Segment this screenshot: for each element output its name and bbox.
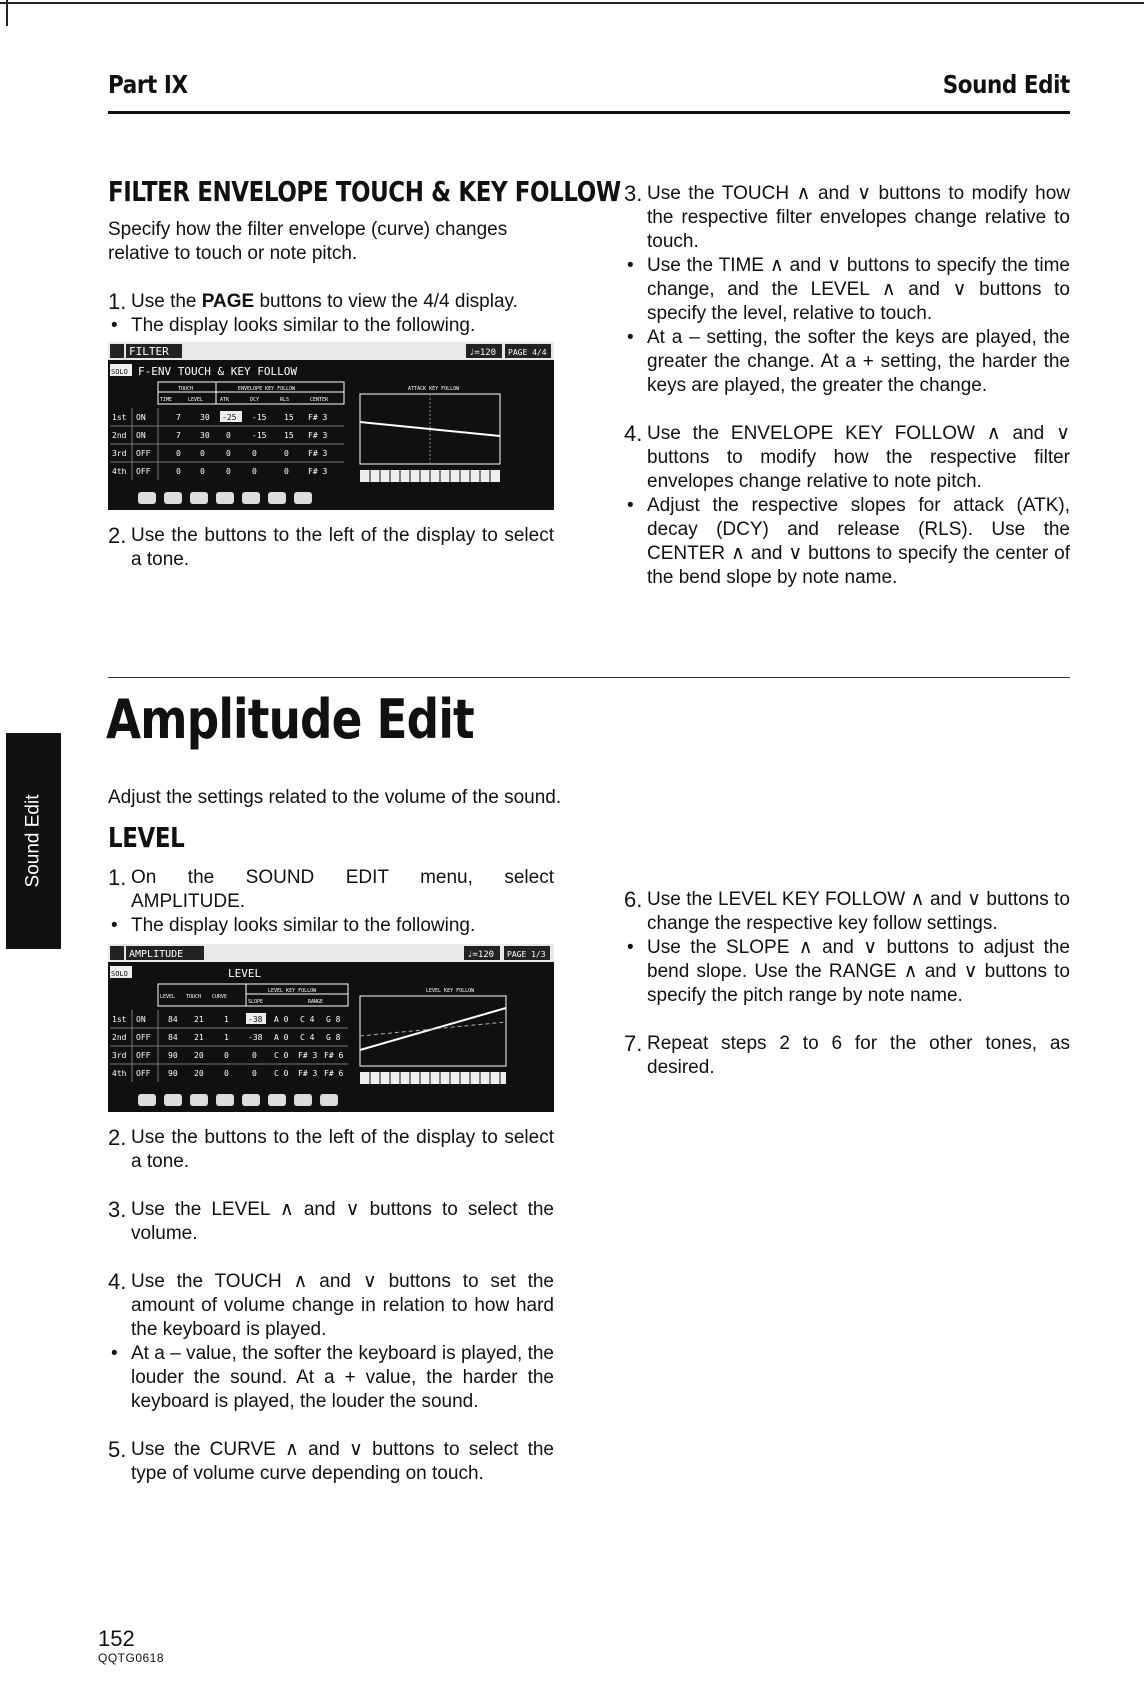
document-code: QQTG0618 [98,1651,165,1665]
page-keyword: PAGE [201,291,255,312]
amp-step-1: 1. On the SOUND EDIT menu, select AMPLITUDE. [108,865,554,912]
svg-text:C 0: C 0 [274,1069,289,1078]
svg-text:F# 3: F# 3 [298,1069,318,1078]
bullet-dot: • [111,315,118,336]
amp-intro: Adjust the settings related to the volume of the sound. [108,787,562,808]
amp-step-3: 3. Use the LEVEL ∧ and ∨ buttons to select the volume. [108,1197,554,1244]
step-number: 3. [108,1197,127,1222]
svg-text:0: 0 [252,1051,257,1060]
filter-right-column [624,182,1070,590]
filter-step3-bullet-1: • Use the TIME ∧ and ∨ buttons to specify the time change, and the LEVEL ∧ and ∨ buttons to specify the level, relative to touch. [624,254,1070,326]
lcd1-tab: FILTER [129,345,169,358]
lcd2-tab: AMPLITUDE [129,949,184,960]
svg-text:3rd: 3rd [112,1051,127,1060]
amp-step6-bullet-1: • Use the SLOPE ∧ and ∨ buttons to adjust the bend slope. Use the RANGE ∧ and ∨ buttons to specify the pitch range by note name. [624,936,1070,1008]
svg-text:C 4: C 4 [300,1015,315,1024]
step-number: 6. [624,887,643,912]
filter-bullet-1: • The display looks similar to the following. [108,314,554,338]
svg-text:OFF: OFF [136,467,151,476]
svg-text:0: 0 [224,1069,229,1078]
amplitude-lcd-display [108,944,554,1112]
amp-bullet-1: • The display looks similar to the following. [108,914,554,938]
svg-text:F# 3: F# 3 [308,449,328,458]
amp-step-7: 7. Repeat steps 2 to 6 for the other tones, as desired. [624,1031,1070,1078]
svg-text:1st: 1st [112,1015,127,1024]
svg-text:F# 3: F# 3 [298,1051,318,1060]
svg-text:20: 20 [194,1051,204,1060]
svg-text:F# 3: F# 3 [308,431,328,440]
step-number: 4. [108,1269,127,1294]
side-tab-label: Sound Edit [22,794,44,888]
svg-text:0: 0 [226,467,231,476]
svg-text:0: 0 [284,449,289,458]
svg-text:OFF: OFF [136,1033,151,1042]
svg-text:21: 21 [194,1033,204,1042]
svg-text:ON: ON [136,413,146,422]
svg-text:OFF: OFF [136,449,151,458]
amp-step-2: 2. Use the buttons to the left of the display to select a tone. [108,1125,554,1172]
lcd1-group-env: ENVELOPE KEY FOLLOW [238,386,296,392]
svg-text:C 0: C 0 [274,1051,289,1060]
svg-text:0: 0 [224,1051,229,1060]
svg-text:3rd: 3rd [112,449,127,458]
svg-text:4th: 4th [112,467,127,476]
svg-text:OFF: OFF [136,1069,151,1078]
amp-step-6: 6. Use the LEVEL KEY FOLLOW ∧ and ∨ buttons to change the respective key follow settings. [624,887,1070,934]
lcd1-col-rls: RLS [280,397,290,403]
svg-text:0: 0 [176,449,181,458]
svg-text:1: 1 [224,1015,229,1024]
lcd2-page: PAGE 1/3 [507,950,546,959]
lcd2-col-touch: TOUCH [186,994,202,1000]
step-number: 4. [624,421,643,446]
svg-text:0: 0 [252,449,257,458]
svg-text:2nd: 2nd [112,1033,127,1042]
svg-text:F# 3: F# 3 [308,467,328,476]
svg-text:G 8: G 8 [326,1015,341,1024]
amp-step-4: 4. Use the TOUCH ∧ and ∨ buttons to set the amount of volume change in relation to how hard the keyboard is played. [108,1269,554,1340]
lcd2-mode: SOLO [111,970,128,978]
filter-lcd-display [108,342,554,510]
svg-text:90: 90 [168,1051,178,1060]
svg-text:F# 3: F# 3 [308,413,328,422]
svg-text:0: 0 [200,467,205,476]
step-number: 7. [624,1031,643,1056]
svg-text:0: 0 [176,467,181,476]
lcd1-group-touch: TOUCH [178,386,194,392]
amp-left-column [108,786,562,1486]
svg-text:0: 0 [200,449,205,458]
svg-text:7: 7 [176,413,181,422]
step-number: 1. [108,865,127,890]
svg-text:15: 15 [284,431,294,440]
svg-text:2nd: 2nd [112,431,127,440]
svg-text:C 4: C 4 [300,1033,315,1042]
lcd1-mode: SOLO [111,368,128,376]
lcd1-col-atk: ATK [220,397,230,403]
lcd1-col-center: CENTER [310,397,329,403]
bullet-dot: • [627,327,634,348]
lcd1-page: PAGE 4/4 [508,348,547,357]
lcd2-keyboard [360,1072,506,1084]
step-number: 5. [108,1437,127,1462]
bullet-dot: • [111,915,118,936]
filter-step3-bullet-2: • At a – setting, the softer the keys are played, the greater the change. At a + setting, the harder the keys are played, the greater the change. [624,326,1070,398]
lcd1-graph-label: ATTACK KEY FOLLOW [408,386,460,392]
svg-text:-38: -38 [248,1033,263,1042]
step-number: 3. [624,181,643,206]
lcd2-graph-label: LEVEL KEY FOLLOW [426,988,475,994]
svg-text:ON: ON [136,1015,146,1024]
section-divider [108,677,1070,678]
header-part: Part IX [108,70,188,99]
level-title: LEVEL [108,821,185,854]
filter-step-1 [108,290,554,314]
page-number: 152 [98,1626,135,1651]
svg-text:-15: -15 [252,431,267,440]
crop-mark [6,0,8,26]
step-number: 2. [108,1125,127,1150]
filter-intro: Specify how the filter envelope (curve) changes relative to touch or note pitch. [108,219,508,264]
lcd2-group-keyfollow: LEVEL KEY FOLLOW [268,988,317,994]
svg-text:30: 30 [200,431,210,440]
bullet-dot: • [627,937,634,958]
svg-text:1: 1 [224,1033,229,1042]
bullet-dot: • [111,1343,118,1364]
side-tab [6,733,61,949]
svg-text:84: 84 [168,1033,178,1042]
svg-text:20: 20 [194,1069,204,1078]
top-rule [0,2,1144,4]
svg-text:84: 84 [168,1015,178,1024]
lcd1-col-level: LEVEL [188,397,204,403]
svg-text:0: 0 [284,467,289,476]
svg-text:G 8: G 8 [326,1033,341,1042]
lcd2-col-curve: CURVE [212,994,228,1000]
header-section: Sound Edit [942,70,1070,99]
lcd2-row [112,1033,341,1042]
bullet-dot: • [627,255,634,276]
svg-text:ON: ON [136,431,146,440]
filter-step4-bullet-1: • Adjust the respective slopes for attack (ATK), decay (DCY) and release (RLS). Use the CENTER ∧ and ∨ buttons to specify the center of the bend slope by note name. [624,494,1070,590]
amplitude-title: Amplitude Edit [106,688,474,751]
step-text: Use the PAGE buttons to view the 4/4 display. [131,291,518,312]
svg-text:0: 0 [226,449,231,458]
lcd2-col-level: LEVEL [160,994,176,1000]
svg-text:1st: 1st [112,413,127,422]
lcd1-col-time: TIME [160,397,173,403]
svg-text:OFF: OFF [136,1051,151,1060]
svg-text:A 0: A 0 [274,1033,289,1042]
filter-left-column [108,175,621,572]
svg-text:0: 0 [252,467,257,476]
svg-text:0: 0 [226,431,231,440]
svg-text:0: 0 [252,1069,257,1078]
filter-step-4: 4. Use the ENVELOPE KEY FOLLOW ∧ and ∨ buttons to modify how the respective filter envelopes change relative to note pitch. [624,421,1070,492]
filter-step-2: 2. Use the buttons to the left of the display to select a tone. [108,523,554,570]
lcd2-row [112,1051,343,1060]
bullet-dot: • [627,495,634,516]
svg-text:F# 6: F# 6 [324,1069,344,1078]
lcd1-tempo: ♩=120 [469,348,497,358]
amp-step4-bullet-1: • At a – value, the softer the keyboard is played, the louder the sound. At a + value, the harder the keyboard is played, the louder the sound. [108,1342,554,1414]
svg-text:-15: -15 [252,413,267,422]
svg-text:-25: -25 [222,413,237,422]
lcd1-title: F-ENV TOUCH & KEY FOLLOW [138,365,297,378]
svg-text:15: 15 [284,413,294,422]
step-number: 1. [108,289,127,314]
svg-text:F# 6: F# 6 [324,1051,344,1060]
filter-title: FILTER ENVELOPE TOUCH & KEY FOLLOW [108,175,621,208]
svg-text:30: 30 [200,413,210,422]
lcd1-col-dcy: DCY [250,397,260,403]
lcd2-col-range: RANGE [308,999,324,1005]
svg-text:-38: -38 [248,1015,263,1024]
svg-text:21: 21 [194,1015,204,1024]
step-number: 2. [108,523,127,548]
lcd2-tempo: ♩=120 [467,950,495,960]
amp-step-5: 5. Use the CURVE ∧ and ∨ buttons to select the type of volume curve depending on touch. [108,1437,554,1484]
lcd2-row [112,1069,343,1078]
svg-text:7: 7 [176,431,181,440]
amp-right-column [624,888,1070,1080]
filter-step-3: 3. Use the TOUCH ∧ and ∨ buttons to modify how the respective filter envelopes change relative to touch. [624,181,1070,252]
lcd2-col-slope: SLOPE [248,999,264,1005]
header-rule [108,111,1070,114]
lcd2-title: LEVEL [228,967,262,980]
svg-text:90: 90 [168,1069,178,1078]
svg-text:4th: 4th [112,1069,127,1078]
svg-text:A 0: A 0 [274,1015,289,1024]
